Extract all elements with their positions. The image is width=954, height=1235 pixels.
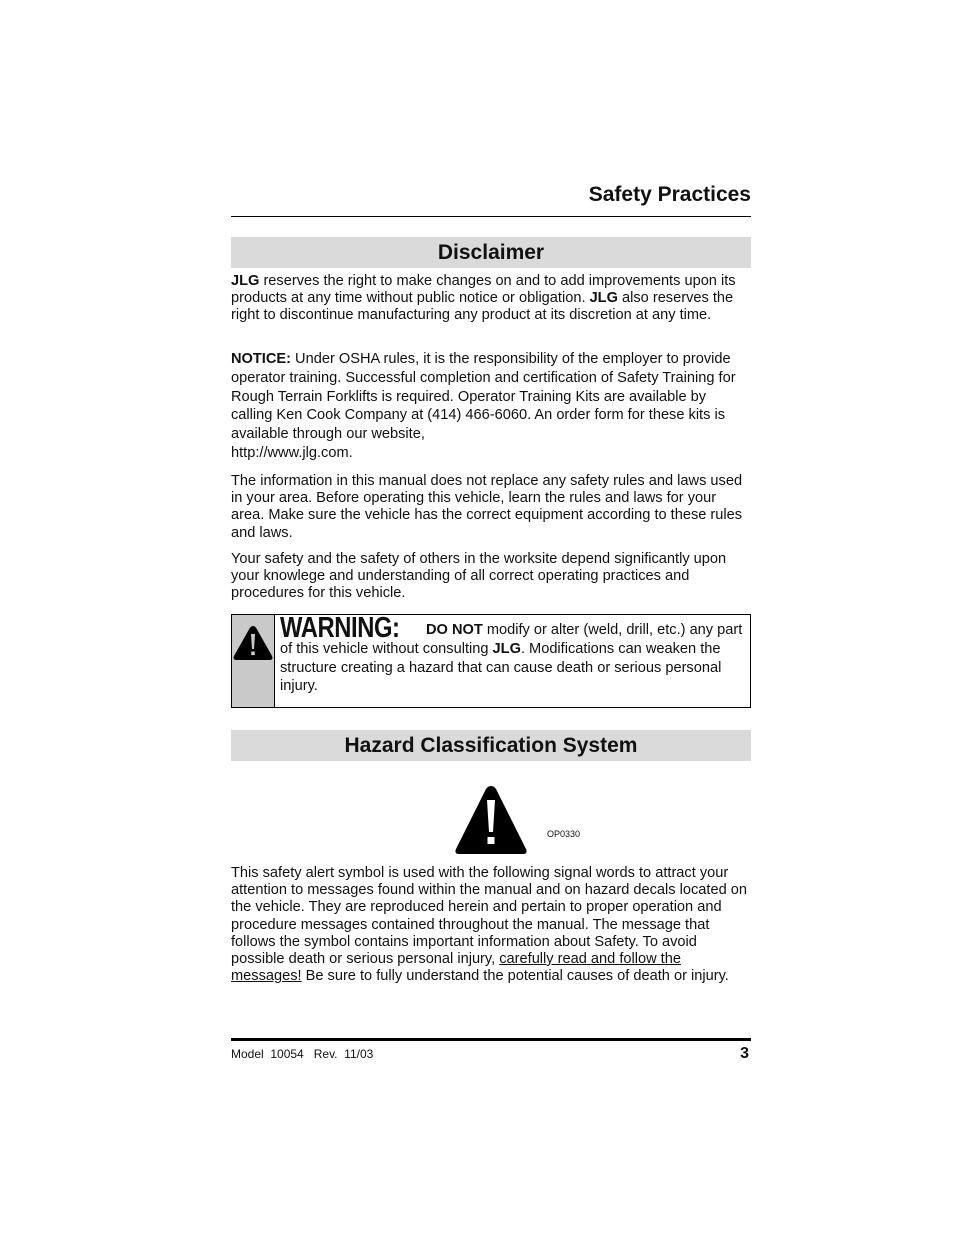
footer-model: Model 10054 Rev. 11/03 [231, 1047, 374, 1061]
safety-alert-icon [232, 625, 274, 661]
figure-code: OP0330 [547, 829, 581, 839]
website-link[interactable]: http://www.jlg.com. [231, 444, 353, 461]
disclaimer-paragraph-3: The information in this manual does not replace any safety rules and laws used in your area. Before operating this vehicle, learn the rules and laws for your area. Make sure the vehicle has the correct equipment according to these rules and laws. [231, 473, 743, 541]
do-not-label: DO NOT [426, 622, 483, 638]
safety-alert-symbol [454, 785, 528, 855]
hazard-paragraph: This safety alert symbol is used with the following signal words to attract your attention to messages found within the manual and on hazard decals located on the vehicle. They are reproduced herein and pertain to proper operation and procedure messages contained throughout the manual. The message that follows the symbol contains important information about Safety. To avoid possible death or serious personal injury, carefully read and follow the messages! Be sure to fully understand the potential causes of death or injury. [231, 865, 747, 985]
jlg-brand: JLG [231, 273, 260, 289]
page-number: 3 [740, 1045, 749, 1062]
jlg-brand: JLG [492, 640, 521, 657]
section-title: Safety Practices [588, 183, 751, 206]
disclaimer-paragraph-4: Your safety and the safety of others in the worksite depend significantly upon your knowlege and understanding of all correct operating practices and procedures for this vehicle. [231, 551, 727, 602]
notice-label: NOTICE: [231, 351, 291, 367]
warning-sidebar [232, 615, 275, 707]
footer-rule [231, 1038, 751, 1041]
jlg-brand: JLG [589, 290, 618, 307]
disclaimer-heading: Disclaimer [231, 237, 751, 268]
warning-text: WARNING: DO NOT modify or alter (weld, drill, etc.) any part of this vehicle without consulting JLG. Modifications can weaken the structure creating a hazard that can cause death or serious personal injury. [280, 612, 743, 695]
underlined-instruction: carefully read and follow the messages! [231, 951, 681, 985]
header-rule [231, 216, 751, 217]
large-safety-alert-icon [454, 785, 528, 855]
warning-signal-word: WARNING: [280, 612, 400, 644]
hazard-heading: Hazard Classification System [231, 730, 751, 761]
warning-box [231, 614, 751, 708]
disclaimer-paragraph-1: JLG reserves the right to make changes on and to add improvements upon its products at any time without public notice or obligation. JLG also reserves the right to discontinue manufacturing any product at its discretion at any time. [231, 273, 736, 324]
notice-paragraph: NOTICE: Under OSHA rules, it is the responsibility of the employer to provide operator training. Successful completion and certification of Safety Training for Rough Terrain Forklifts is required. Operator Training Kits are available by calling Ken Cook Company at (414) 466-6060. An order form for these kits is available through our website, http://www.jlg.com. [231, 351, 736, 461]
